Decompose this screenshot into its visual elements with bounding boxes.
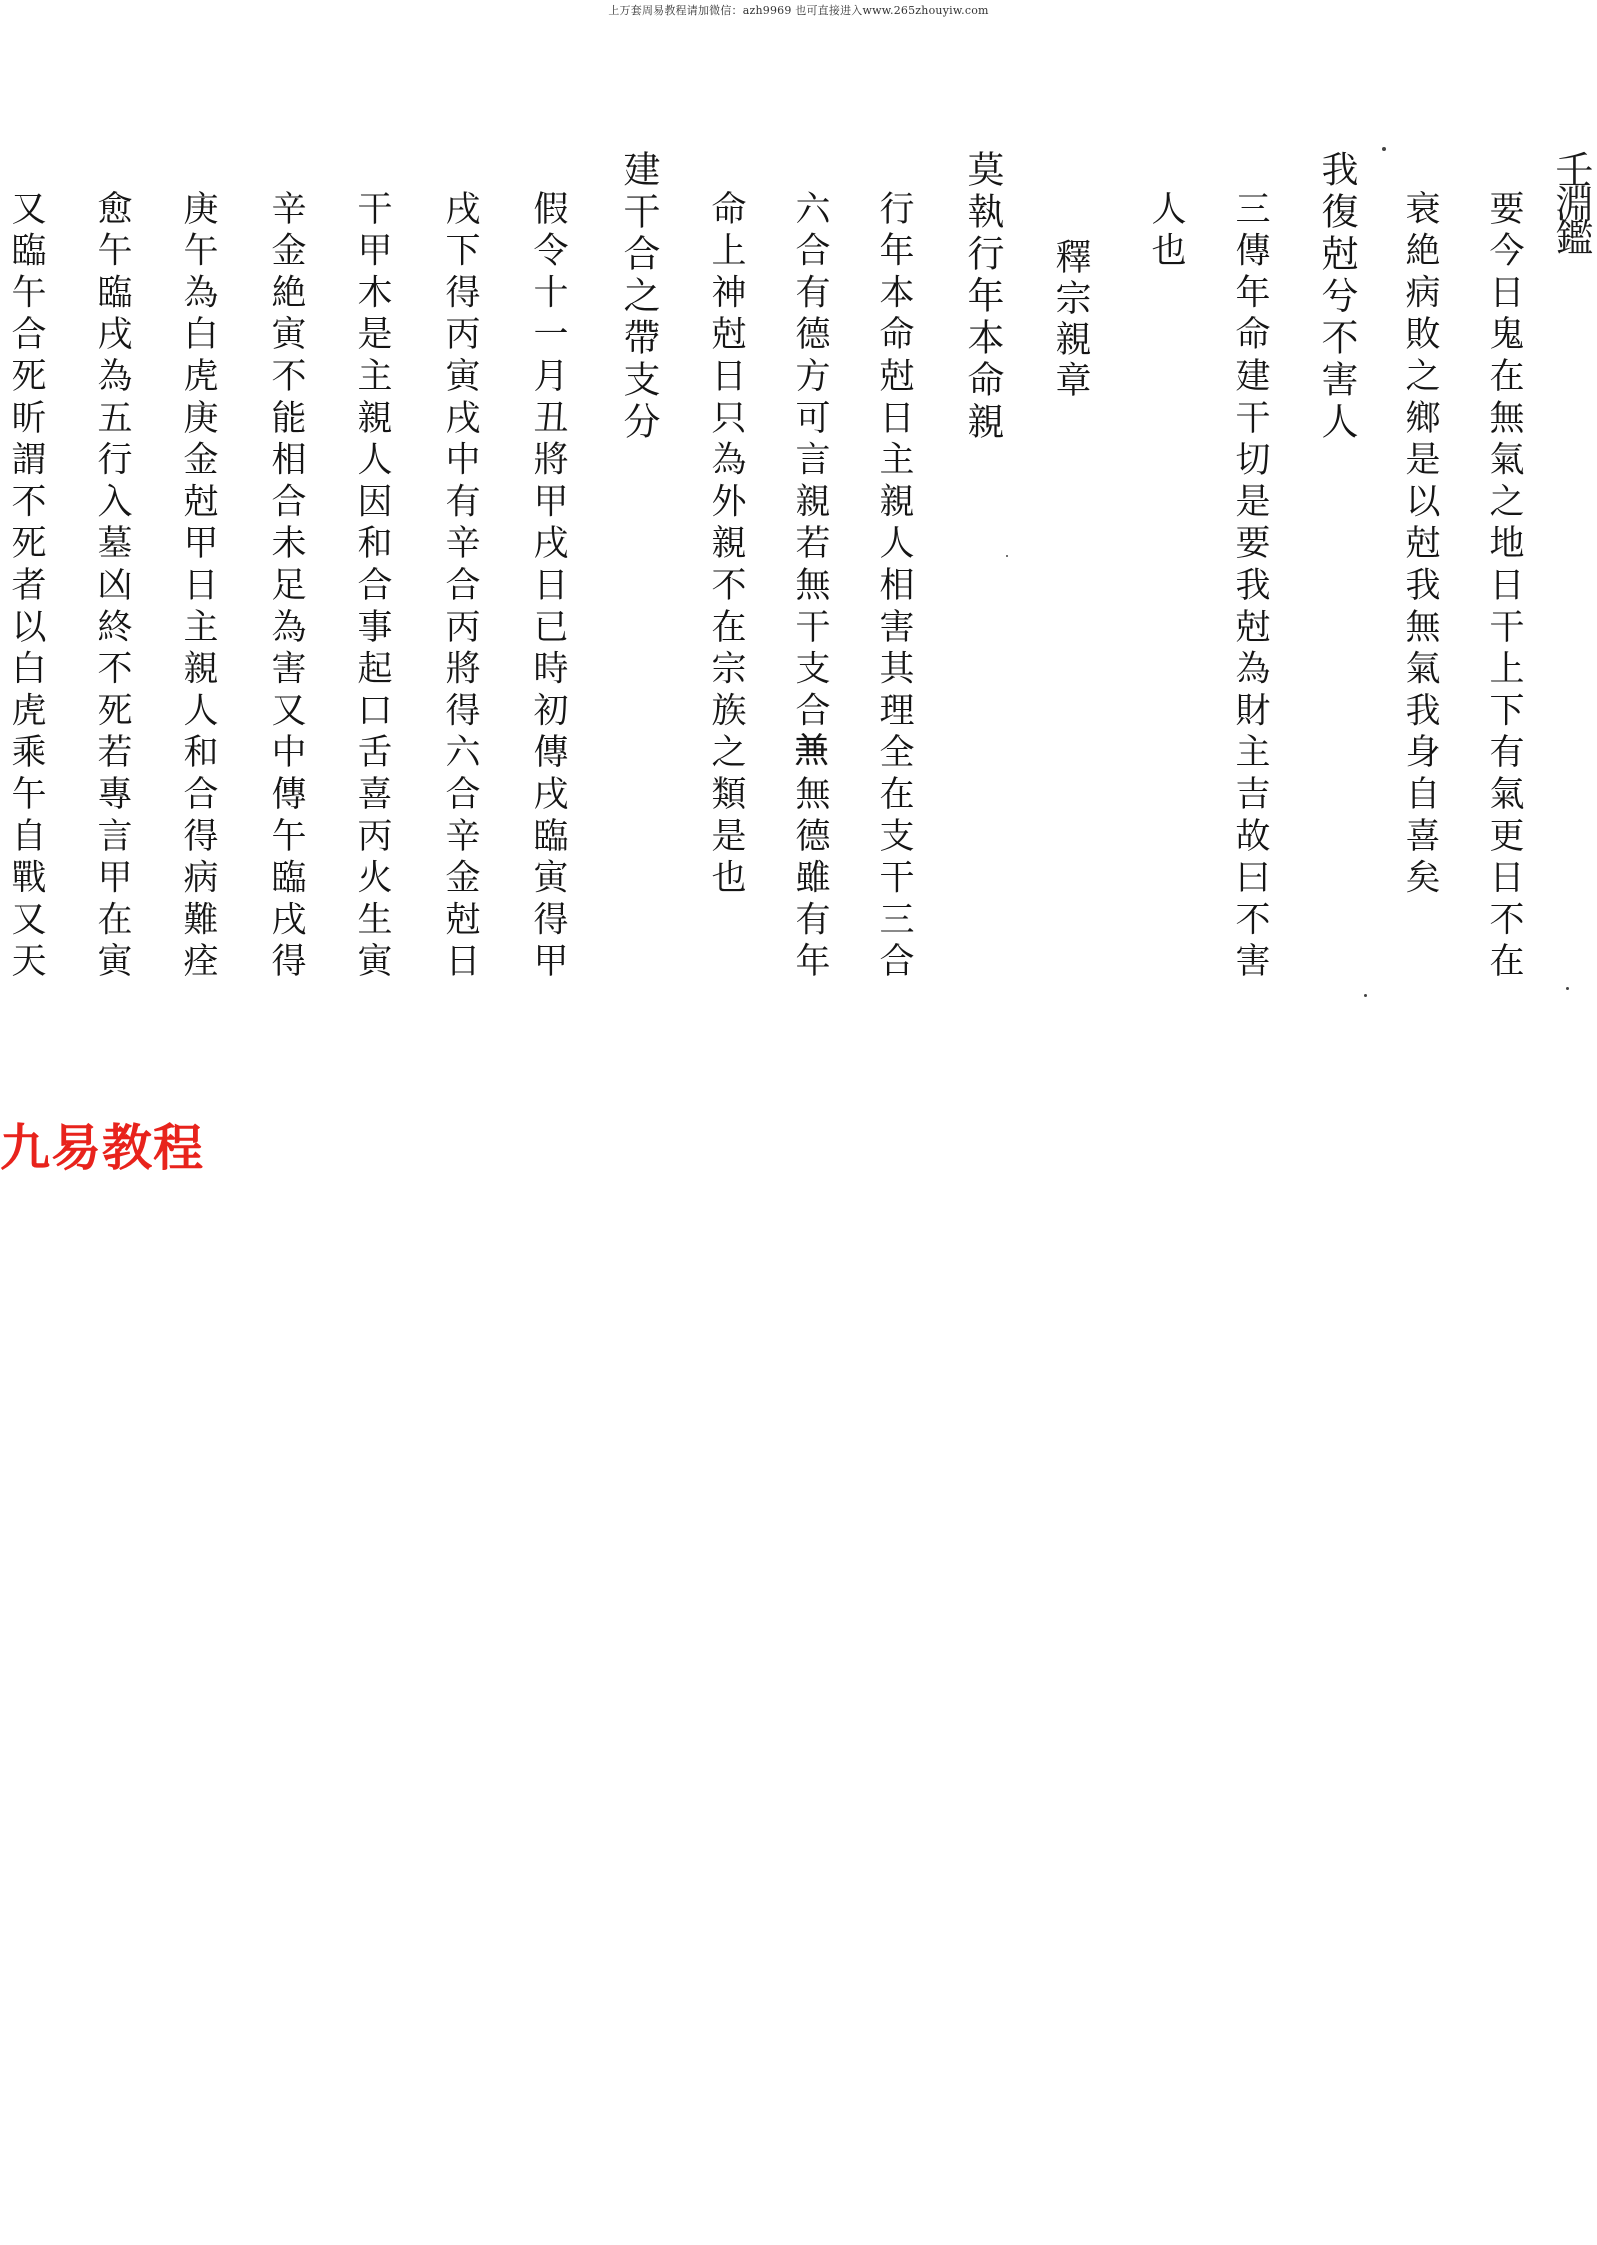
scan-speck — [1382, 147, 1386, 151]
text-column-4: 三傳年命建干切是要我尅為財主吉故曰不害 — [1230, 190, 1270, 985]
scanned-page — [0, 0, 1597, 1010]
scan-speck — [1364, 994, 1367, 997]
scan-speck — [1006, 555, 1008, 557]
text-column-10: 命上神尅日只為外親不在宗族之類是也 — [706, 190, 746, 901]
text-column-2: 衰絶病敗之鄉是以尅我無氣我身自喜矣 — [1400, 190, 1440, 901]
text-column-5: 人也 — [1146, 190, 1186, 274]
text-column-12: 假令十一月丑將甲戌日已時初傳戌臨寅得甲 — [528, 190, 568, 985]
watermark-logo: 九易教程 — [0, 1119, 204, 1177]
verse-heading-3: 建干合之帶支分 — [617, 150, 660, 444]
text-column-9: 六合有德方可言親若無干支合𠔥無德雖有年 — [790, 190, 830, 985]
verse-heading-2: 莫執行年本命親 — [961, 150, 1004, 444]
text-column-14: 干甲木是主親人因和合事起口舌喜丙火生寅 — [352, 190, 392, 985]
verse-heading-1: 我復尅兮不害人 — [1315, 150, 1358, 444]
text-column-15: 辛金絶寅不能相合未足為害又中傳午臨戌得 — [266, 190, 306, 985]
text-column-18: 又臨午合死昕謂不死者以白虎乘午自戰又天 — [6, 190, 46, 985]
scan-speck — [1566, 987, 1569, 990]
book-title: 壬淵鑑 — [1549, 150, 1593, 252]
text-column-1: 要今日鬼在無氣之地日干上下有氣更日不在 — [1484, 190, 1524, 985]
text-column-8: 行年本命尅日主親人相害其理全在支干三合 — [874, 190, 914, 985]
text-column-13: 戌下得丙寅戌中有辛合丙將得六合辛金尅日 — [440, 190, 480, 985]
page-header-note: 上万套周易教程请加微信：azh9969 也可直接进入www.265zhouyiw.com — [608, 4, 989, 17]
text-column-16: 庚午為白虎庚金尅甲日主親人和合得病難痊 — [178, 190, 218, 985]
text-column-17: 愈午臨戌為五行入墓凶終不死若專言甲在寅 — [92, 190, 132, 985]
chapter-title: 釋宗親章 — [1050, 238, 1091, 402]
